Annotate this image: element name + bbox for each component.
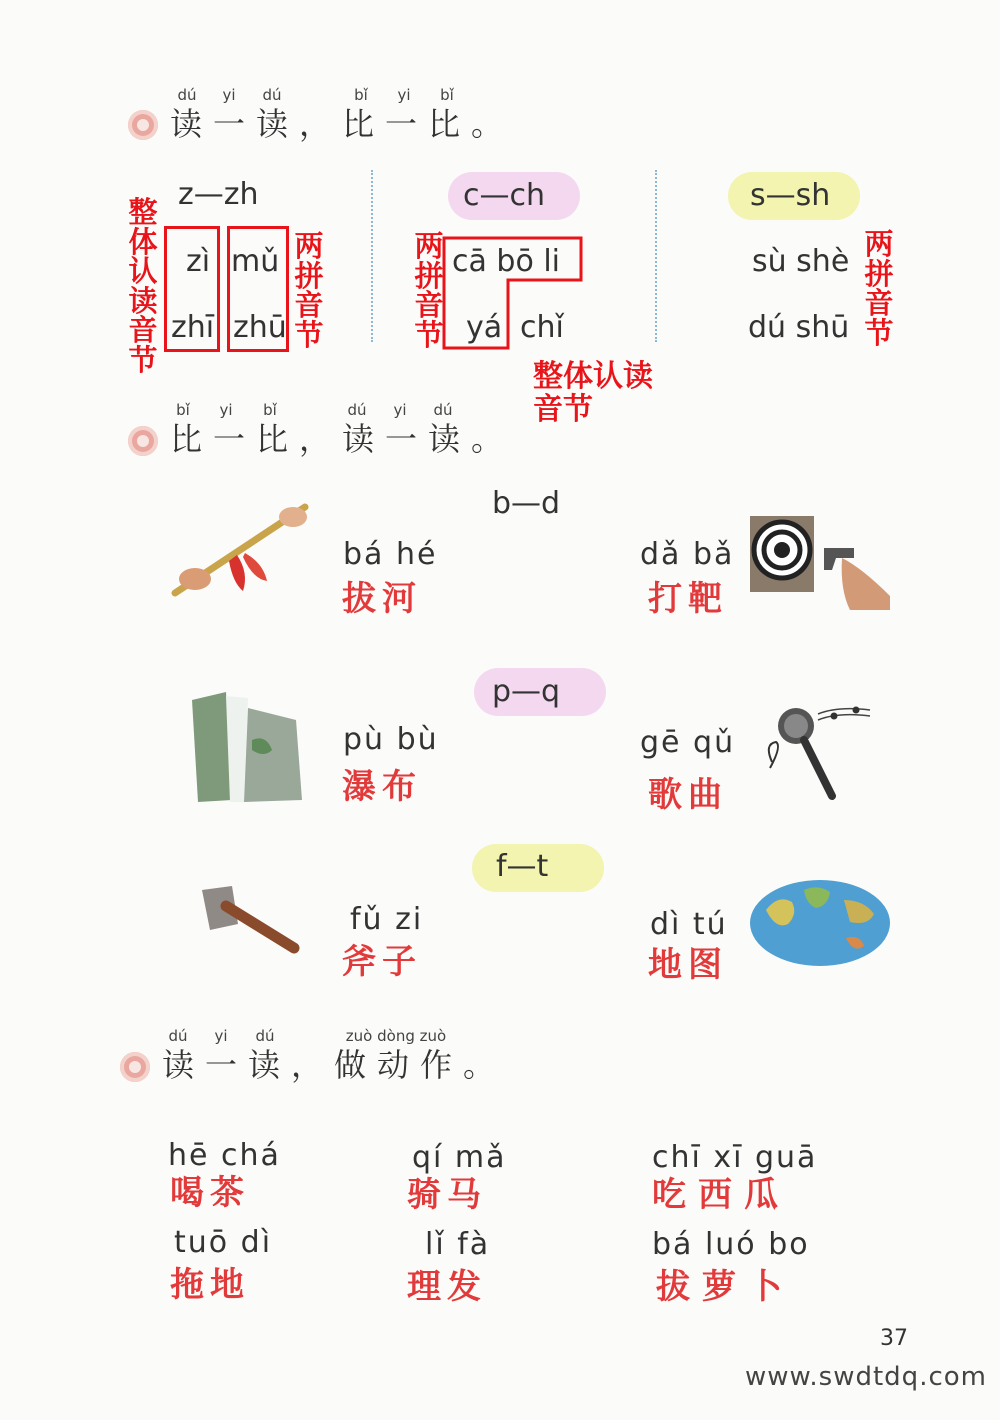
tug-of-war-rope-image	[165, 495, 315, 605]
annotation-two-spell: 两拼音节	[414, 229, 444, 352]
heading-pinyin: bǐ	[176, 401, 190, 419]
word-pinyin: hē chá	[168, 1138, 281, 1173]
word-pinyin: pù bù	[343, 722, 439, 757]
syllable: chǐ	[520, 310, 564, 345]
section-icon-1	[128, 110, 158, 140]
word-pinyin: dì tú	[650, 907, 728, 942]
syllable-group: dú shū	[748, 310, 850, 345]
word-hanzi: 打靶	[648, 579, 728, 619]
divider	[655, 170, 657, 342]
heading-pinyin: yi	[219, 401, 233, 419]
heading-pinyin: dú	[255, 1027, 275, 1045]
pair-label-s-sh: s—sh	[750, 178, 831, 213]
annotation-whole-syllable: 整体认读音节	[128, 195, 158, 377]
heading-pinyin: yi	[397, 86, 411, 104]
syllable-group: sù shè	[752, 244, 850, 279]
word-pinyin: qí mǎ	[412, 1140, 507, 1175]
syllable: zhū	[233, 310, 287, 345]
word-hanzi: 拔河	[342, 579, 422, 619]
word-pinyin: fǔ zi	[350, 902, 424, 937]
heading-pinyin: zuò dòng zuò	[345, 1027, 447, 1045]
word-pinyin: chī xī guā	[652, 1140, 818, 1175]
syllable: yá	[466, 310, 503, 345]
microphone-music-image	[760, 698, 875, 803]
heading-pinyin: dú	[168, 1027, 188, 1045]
word-hanzi: 斧子	[342, 942, 422, 982]
word-pinyin: bá hé	[343, 537, 438, 572]
word-hanzi: 拖地	[170, 1265, 250, 1305]
heading-pinyin: yi	[214, 1027, 228, 1045]
word-pinyin: lǐ fà	[425, 1227, 491, 1262]
word-hanzi: 理发	[407, 1267, 487, 1307]
divider	[371, 170, 373, 342]
syllable: zhī	[171, 310, 215, 345]
section-icon-2	[128, 426, 158, 456]
word-pinyin: bá luó bo	[652, 1227, 810, 1262]
target-shooting-image	[748, 512, 896, 612]
word-hanzi: 地图	[648, 945, 728, 985]
syllable: mǔ	[231, 244, 280, 279]
world-map-image	[748, 878, 893, 968]
word-pinyin: tuō dì	[174, 1225, 273, 1260]
syllable: zì	[186, 244, 211, 279]
word-hanzi: 吃西瓜	[652, 1175, 790, 1215]
axe-image	[190, 884, 305, 960]
heading-pinyin: dú	[177, 86, 197, 104]
heading-pinyin: bǐ	[354, 86, 368, 104]
word-pinyin: dǎ bǎ	[640, 537, 735, 572]
heading-pinyin: dú	[347, 401, 367, 419]
heading-pinyin: bǐ	[263, 401, 277, 419]
word-hanzi: 歌曲	[648, 775, 728, 815]
heading-pinyin: dú	[262, 86, 282, 104]
pair-label-f-t: f—t	[496, 849, 549, 884]
annotation-whole-syllable: 整体认读音节	[533, 359, 653, 427]
heading-pinyin: bǐ	[440, 86, 454, 104]
section-title-2: 比一比，读一读。	[170, 420, 515, 458]
heading-pinyin: yi	[393, 401, 407, 419]
page-number: 37	[880, 1326, 908, 1351]
pair-label-z-zh: z—zh	[178, 177, 259, 212]
waterfall-image	[186, 690, 306, 805]
syllable-group: cā bō li	[452, 244, 561, 279]
watermark-text: www.swdtdq.com	[745, 1362, 987, 1392]
word-hanzi: 拔萝卜	[656, 1267, 794, 1307]
pair-label-c-ch: c—ch	[463, 178, 546, 213]
section-title-1: 读一读，比一比。	[170, 105, 515, 143]
section-icon-3	[120, 1052, 150, 1082]
annotation-two-spell: 两拼音节	[294, 229, 324, 352]
annotation-two-spell: 两拼音节	[864, 227, 894, 350]
word-hanzi: 骑马	[407, 1175, 487, 1215]
word-pinyin: gē qǔ	[640, 725, 736, 760]
word-hanzi: 瀑布	[342, 767, 422, 807]
pair-label-b-d: b—d	[492, 486, 561, 521]
word-hanzi: 喝茶	[170, 1173, 250, 1213]
heading-pinyin: dú	[433, 401, 453, 419]
heading-pinyin: yi	[222, 86, 236, 104]
section-title-3: 读一读，做动作。	[162, 1046, 507, 1084]
pair-label-p-q: p—q	[492, 674, 561, 709]
